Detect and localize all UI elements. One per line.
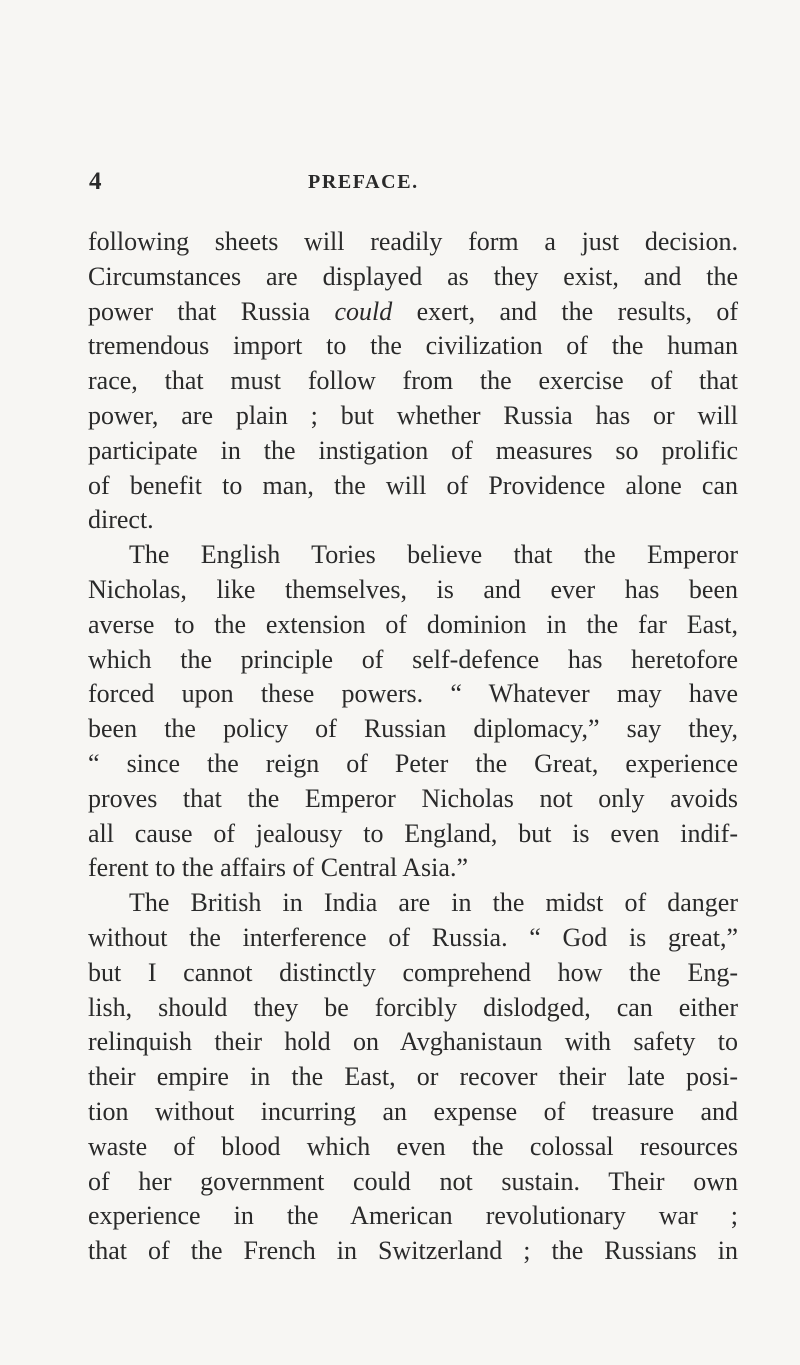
text-line: forced upon these powers. “ Whatever may have: [88, 679, 738, 709]
text-line: Nicholas, like themselves, is and ever has been: [88, 574, 738, 604]
text-line: been the policy of Russian diplomacy,” say they,: [88, 714, 738, 744]
text-line: “ since the reign of Peter the Great, experience: [88, 748, 738, 778]
text-line: relinquish their hold on Avghanistaun with safety to: [88, 1027, 738, 1057]
text-line: but I cannot distinctly comprehend how the Eng-: [88, 957, 738, 987]
page-number: 4: [89, 168, 102, 195]
running-head: [0, 168, 800, 198]
body-text: [88, 225, 738, 1269]
text-line: of her government could not sustain. Their own: [88, 1166, 738, 1196]
text-line: power, are plain ; but whether Russia has or will: [88, 400, 738, 430]
text-line: race, that must follow from the exercise of that: [88, 366, 738, 396]
text-line: tion without incurring an expense of treasure and: [88, 1096, 738, 1126]
text-line: that of the French in Switzerland ; the Russians in: [88, 1236, 738, 1266]
text-line: following sheets will readily form a just decision.: [88, 227, 738, 256]
text-line: direct.: [88, 505, 154, 535]
running-title: PREFACE.: [308, 171, 419, 193]
text-line: participate in the instigation of measures so prolific: [88, 435, 738, 465]
text-line: which the principle of self-defence has heretofore: [88, 644, 738, 674]
emphasis-word: could: [334, 296, 393, 326]
text-line: of benefit to man, the will of Providence alone can: [88, 470, 738, 500]
text-line: experience in the American revolutionary war ;: [88, 1201, 738, 1231]
text-line: their empire in the East, or recover their late posi-: [88, 1062, 738, 1092]
text-line: averse to the extension of dominion in the far East,: [88, 609, 738, 639]
text-segment: power that Russia: [88, 296, 335, 326]
text-line: waste of blood which even the colossal resources: [88, 1131, 738, 1161]
text-line: Circumstances are displayed as they exist, and the: [88, 261, 738, 291]
text-line: proves that the Emperor Nicholas not only avoids: [88, 783, 738, 813]
paragraph-start-line: The British in India are in the midst of danger: [129, 888, 738, 918]
text-line: without the interference of Russia. “ God is great,”: [88, 922, 738, 952]
text-segment: exert, and the results, of: [392, 296, 738, 326]
text-line: [88, 295, 738, 330]
text-line: ferent to the affairs of Central Asia.”: [88, 853, 468, 883]
text-line: all cause of jealousy to England, but is even indif-: [88, 818, 738, 848]
paragraph-start-line: The English Tories believe that the Emperor: [129, 540, 738, 570]
text-line: tremendous import to the civilization of the human: [88, 331, 738, 361]
text-line: lish, should they be forcibly dislodged, can either: [88, 992, 738, 1022]
